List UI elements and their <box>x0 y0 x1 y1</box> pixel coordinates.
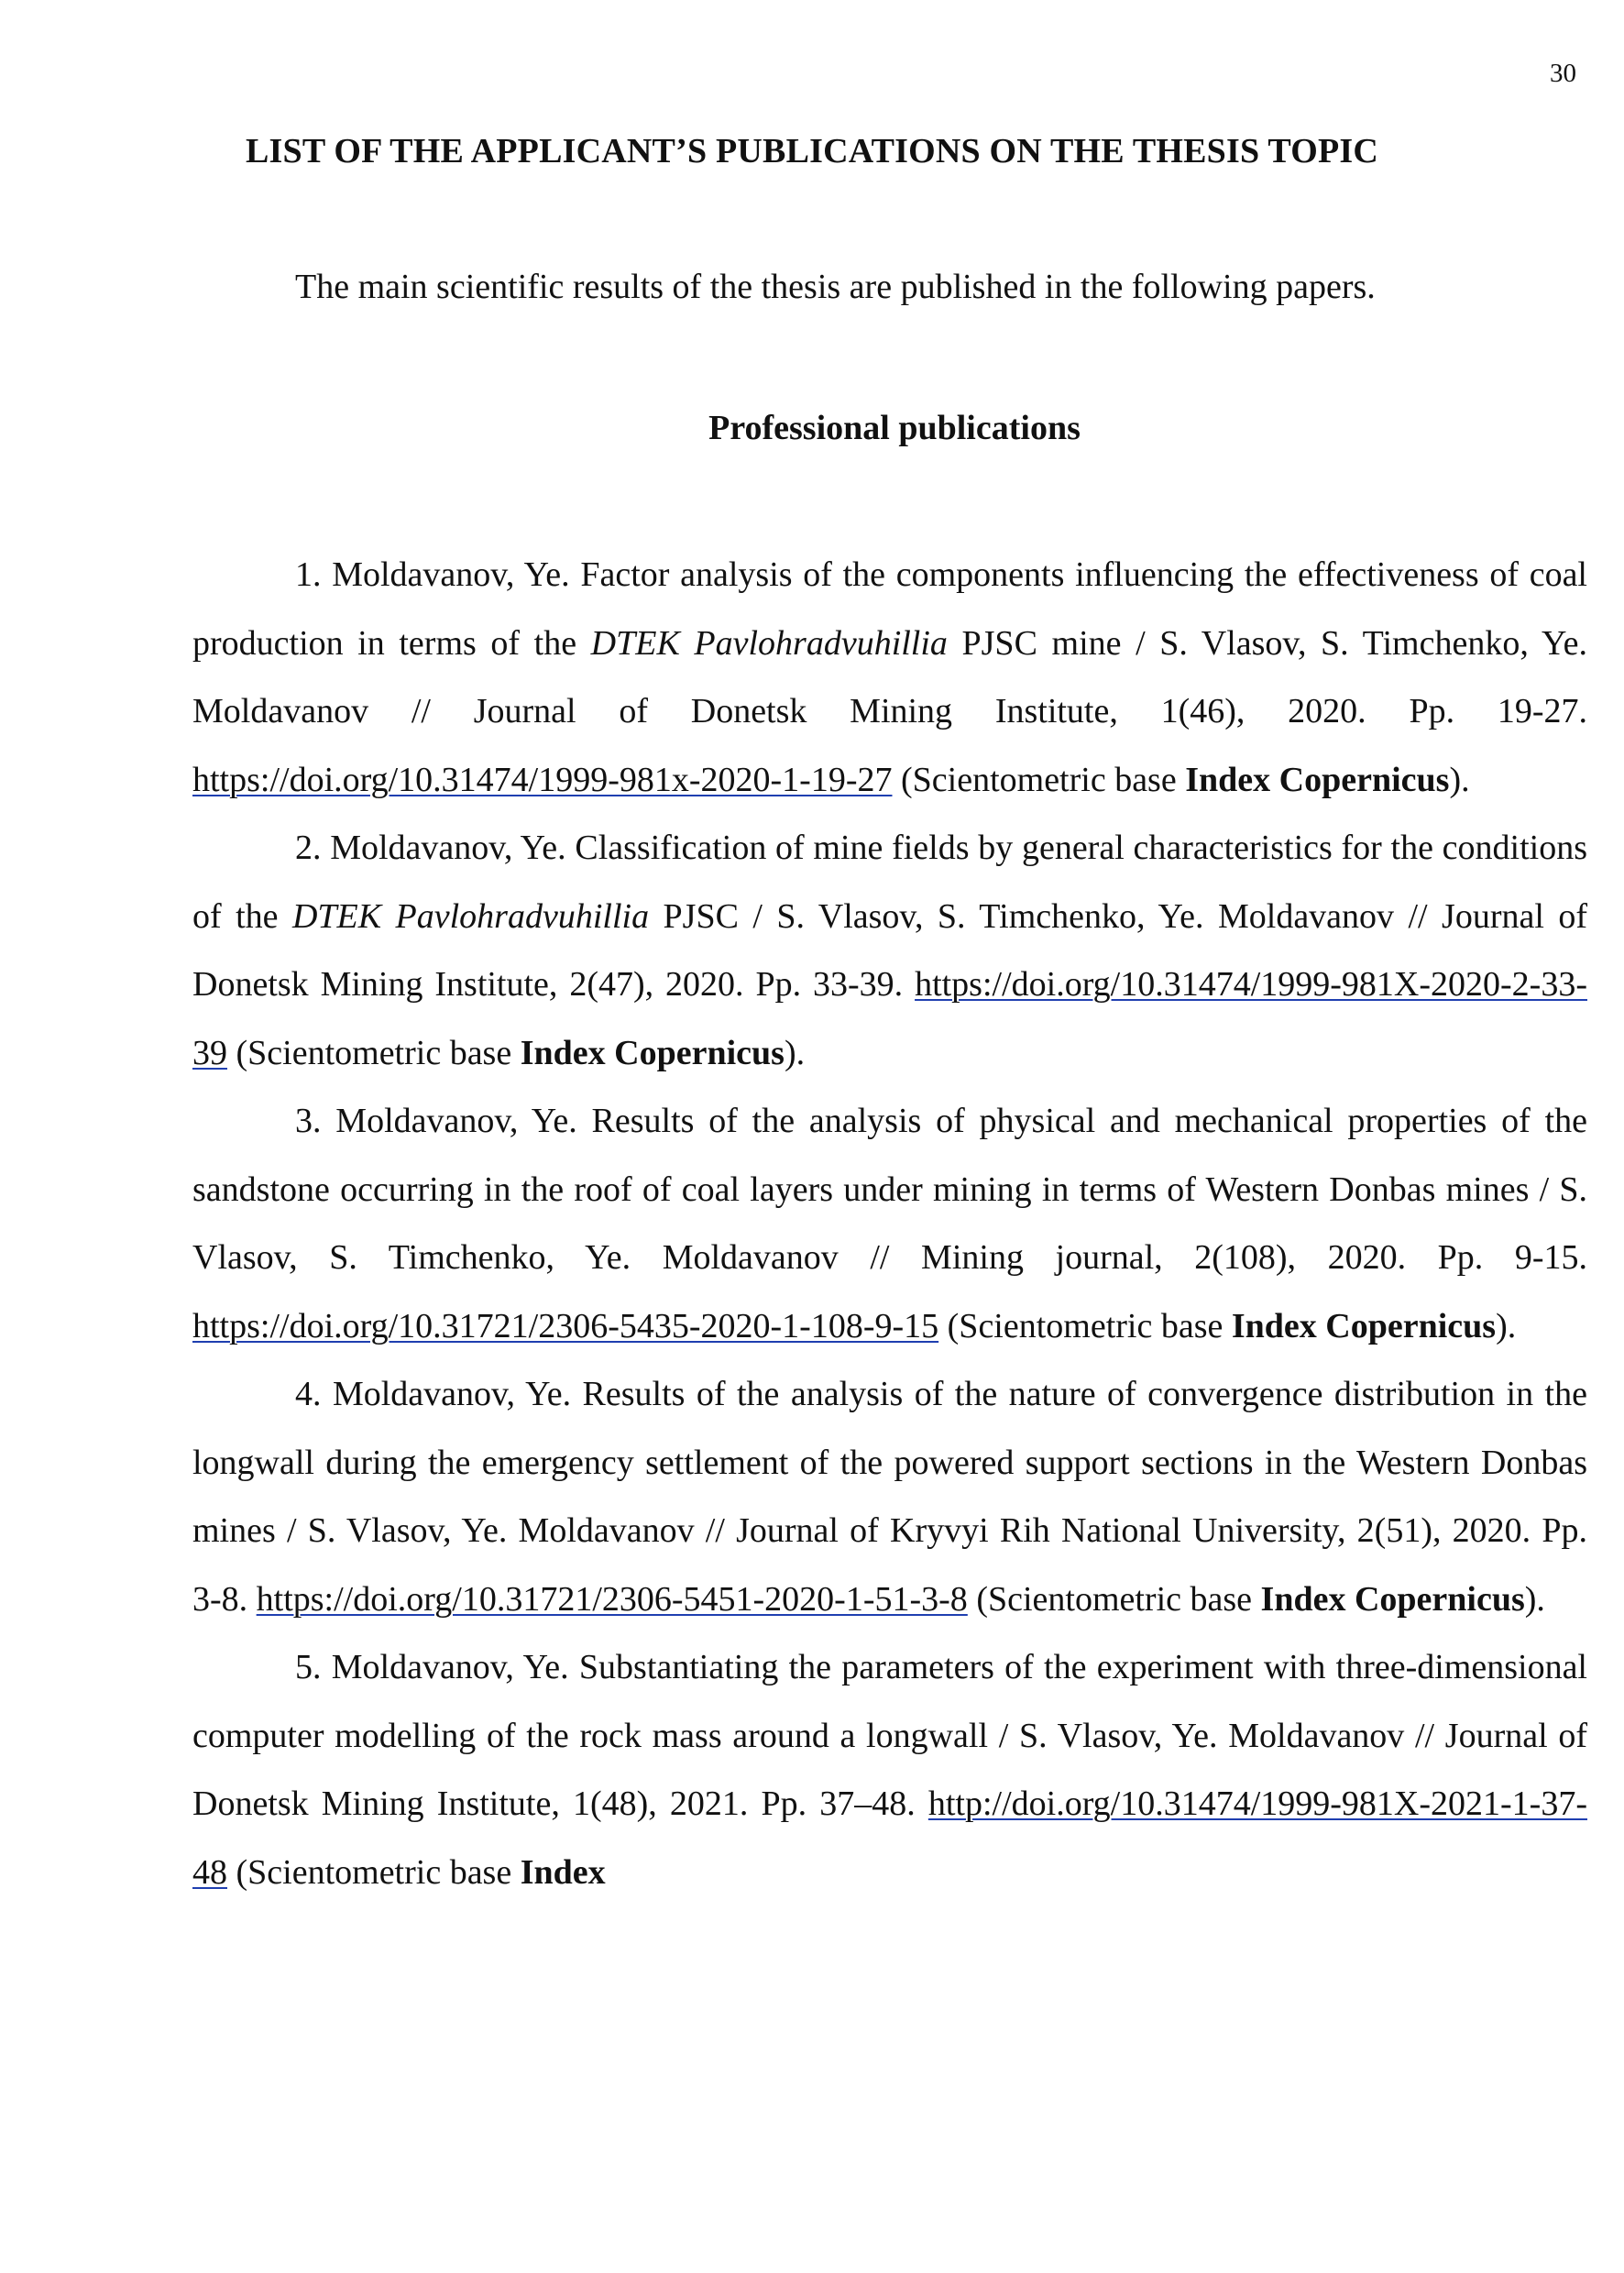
company-name: DTEK Pavlohradvuhillia <box>590 623 948 663</box>
page-number: 30 <box>1550 59 1576 88</box>
publication-text: PJSC / S. Vlasov, S. Timchenko, Ye. Moldavanov // Journal of Donetsk Mining Institute, 2(47), 2020. Pp. 33-39. <box>192 896 1588 1004</box>
publication-text: (Scientometric base <box>227 1033 521 1072</box>
doi-link[interactable]: http://doi.org/10.31474/1999-981X-2021-1-37-48 <box>192 1784 1587 1892</box>
publication-text: 5. Moldavanov, Ye. Substantiating the parameters of the experiment with three-dimensional computer modelling of the rock mass around a longwall / S. Vlasov, Ye. Moldavanov // Journal of Donetsk Mining Institute, 1(48), 2021. Pp. 37–48. <box>192 1648 1587 1823</box>
doi-link[interactable]: https://doi.org/10.31721/2306-5435-2020-1-108-9-15 <box>192 1306 939 1345</box>
doi-link[interactable]: https://doi.org/10.31721/2306-5451-2020-1-51-3-8 <box>256 1579 968 1619</box>
publication-text: ). <box>1524 1579 1545 1619</box>
publication-text: 4. Moldavanov, Ye. Results of the analysis of the nature of convergence distribution in the longwall during the emergency settlement of the powered support sections in the Western Donbas mines / S. Vlasov, Ye. Moldavanov // Journal of Kryvyi Rih National University, 2(51), 2020. Pp. 3-8. <box>192 1375 1587 1619</box>
publication-text: (Scientometric base <box>938 1306 1232 1345</box>
publication-item <box>192 1360 1587 1633</box>
index-name: Index <box>520 1852 606 1892</box>
publication-item <box>192 541 1587 814</box>
publication-list <box>192 541 1587 1906</box>
publication-text: 3. Moldavanov, Ye. Results of the analysis of physical and mechanical properties of the sandstone occurring in the roof of coal layers under mining in terms of Western Donbas mines / S. Vlasov, S. Timchenko, Ye. Moldavanov // Mining journal, 2(108), 2020. Pp. 9-15. <box>192 1102 1587 1277</box>
publication-text: 2. Moldavanov, Ye. Classification of mine fields by general characteristics for the conditions of the <box>192 829 1587 936</box>
intro-paragraph: The main scientific results of the thesis are published in the following papers. <box>295 268 1376 306</box>
index-name: Index Copernicus <box>1260 1579 1525 1619</box>
publication-text: (Scientometric base <box>227 1852 521 1892</box>
index-name: Index Copernicus <box>520 1033 785 1072</box>
publication-text: ). <box>784 1033 806 1072</box>
company-name: DTEK Pavlohradvuhillia <box>291 896 650 936</box>
doi-link[interactable]: https://doi.org/10.31474/1999-981x-2020-1-19-27 <box>192 760 893 799</box>
publication-text: (Scientometric base <box>967 1579 1261 1619</box>
publication-item <box>192 1087 1587 1360</box>
publication-text: 1. Moldavanov, Ye. Factor analysis of the components influencing the effectiveness of coal production in terms of the <box>192 555 1587 663</box>
publication-item <box>192 814 1587 1087</box>
publication-text: ). <box>1496 1306 1517 1345</box>
publication-text: (Scientometric base <box>892 760 1186 799</box>
publication-text: ). <box>1449 760 1470 799</box>
publication-text: PJSC mine / S. Vlasov, S. Timchenko, Ye. Moldavanov // Journal of Donetsk Mining Institute, 1(46), 2020. Pp. 19-27. <box>192 623 1588 730</box>
page-heading: LIST OF THE APPLICANT’S PUBLICATIONS ON THE THESIS TOPIC <box>245 132 1379 170</box>
section-heading: Professional publications <box>708 409 1081 447</box>
publication-item <box>192 1633 1587 1906</box>
index-name: Index Copernicus <box>1231 1306 1497 1345</box>
doi-link[interactable]: https://doi.org/10.31474/1999-981X-2020-2-33-39 <box>192 965 1587 1072</box>
index-name: Index Copernicus <box>1185 760 1450 799</box>
